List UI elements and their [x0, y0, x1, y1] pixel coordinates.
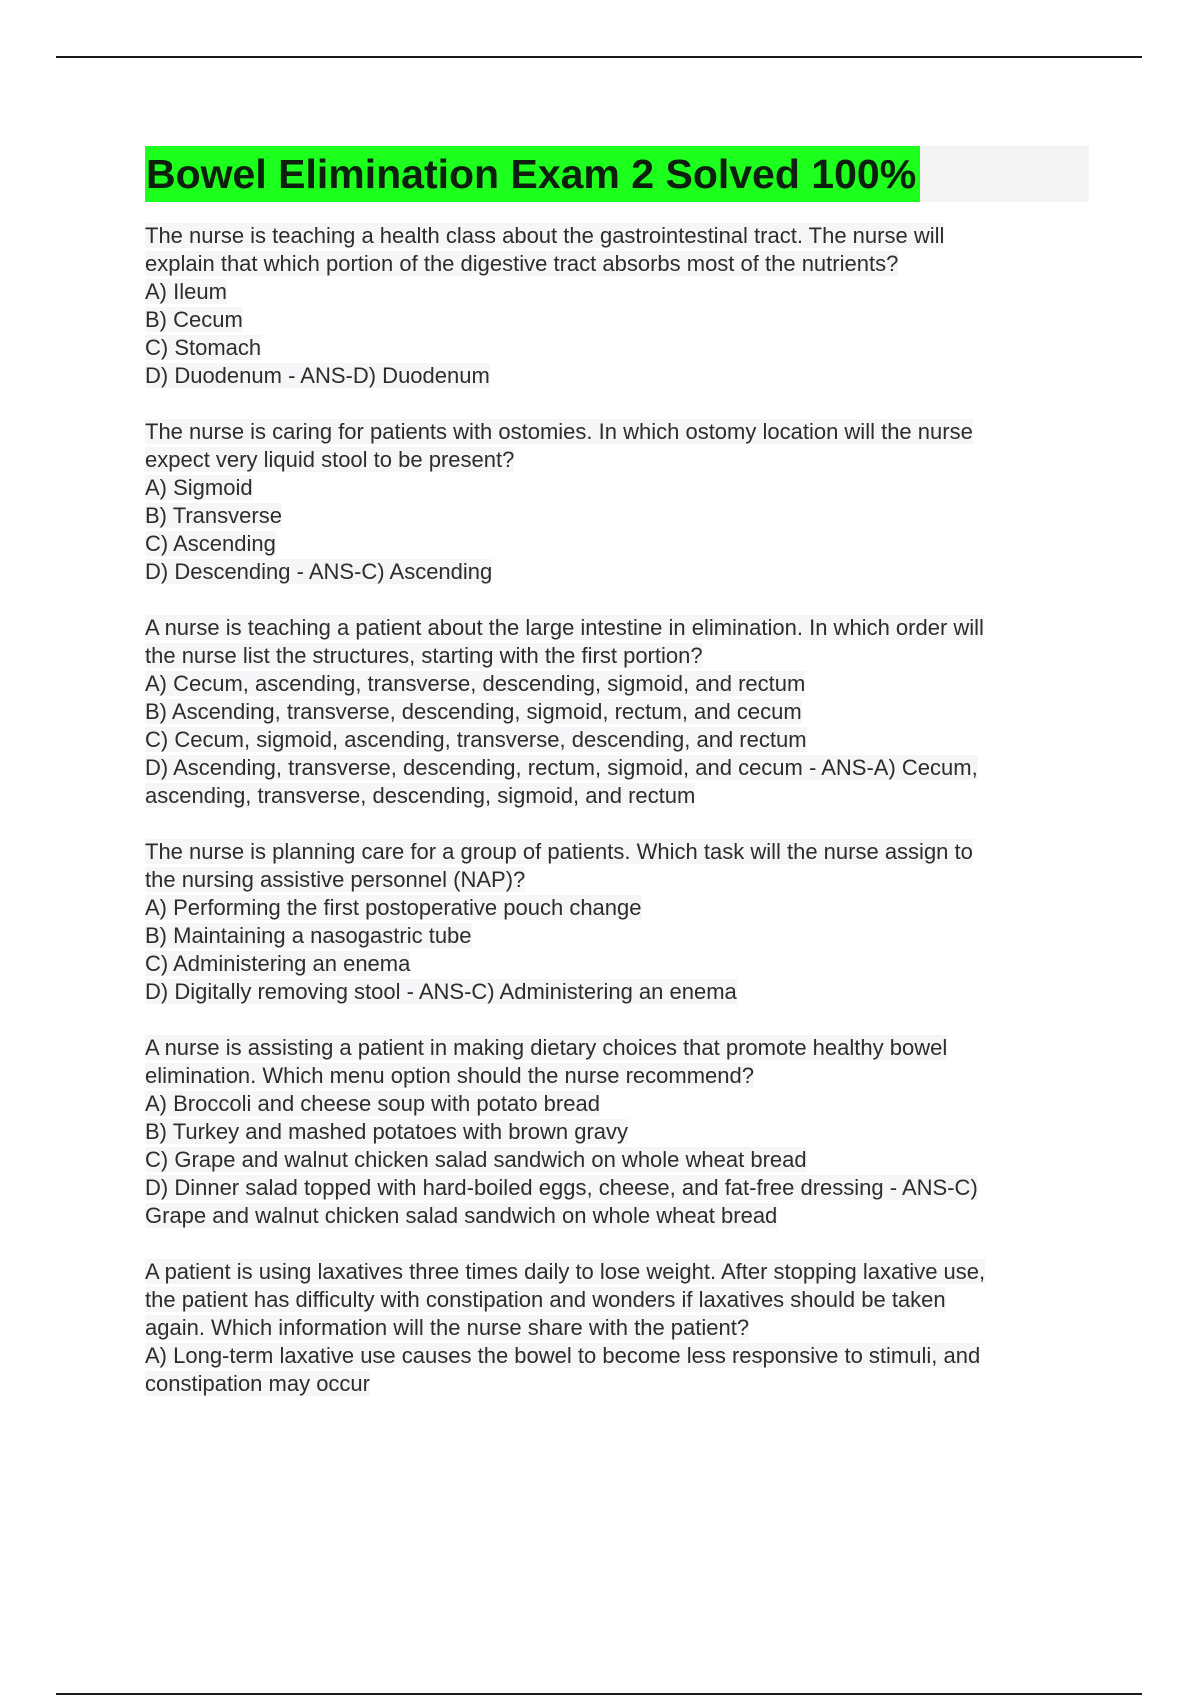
- question-line-text: constipation may occur: [145, 1371, 370, 1396]
- question-line-text: B) Turkey and mashed potatoes with brown gravy: [145, 1119, 629, 1144]
- question-line-text: elimination. Which menu option should the nurse recommend?: [145, 1063, 754, 1088]
- question-line: [145, 782, 1089, 810]
- question-line-text: Grape and walnut chicken salad sandwich on whole wheat bread: [145, 1203, 778, 1228]
- question-line-text: A) Ileum: [145, 279, 227, 304]
- question-list: [145, 222, 1089, 1398]
- question-line: [145, 222, 1089, 250]
- question-block: [145, 614, 1089, 810]
- question-line-text: The nurse is caring for patients with ostomies. In which ostomy location will the nurse: [145, 419, 973, 444]
- question-line: [145, 1202, 1089, 1230]
- document-body: [145, 146, 1089, 1426]
- question-line: [145, 1314, 1089, 1342]
- question-line: [145, 446, 1089, 474]
- question-line-text: D) Dinner salad topped with hard-boiled eggs, cheese, and fat-free dressing - ANS-C): [145, 1175, 978, 1200]
- question-line-text: ascending, transverse, descending, sigmoid, and rectum: [145, 783, 696, 808]
- question-block: [145, 1258, 1089, 1398]
- question-line: [145, 670, 1089, 698]
- question-line-text: A) Cecum, ascending, transverse, descending, sigmoid, and rectum: [145, 671, 806, 696]
- question-line: [145, 1258, 1089, 1286]
- question-line: [145, 1146, 1089, 1174]
- question-line: [145, 922, 1089, 950]
- question-line-text: the patient has difficulty with constipation and wonders if laxatives should be taken: [145, 1287, 946, 1312]
- question-line-text: B) Ascending, transverse, descending, sigmoid, rectum, and cecum: [145, 699, 802, 724]
- question-line: [145, 1118, 1089, 1146]
- question-line-text: expect very liquid stool to be present?: [145, 447, 515, 472]
- question-line-text: the nursing assistive personnel (NAP)?: [145, 867, 526, 892]
- question-line-text: D) Digitally removing stool - ANS-C) Administering an enema: [145, 979, 737, 1004]
- question-line: [145, 1090, 1089, 1118]
- top-rule: [56, 56, 1142, 58]
- question-line-text: C) Grape and walnut chicken salad sandwich on whole wheat bread: [145, 1147, 807, 1172]
- question-line-text: B) Transverse: [145, 503, 282, 528]
- question-line: [145, 1174, 1089, 1202]
- document-title: Bowel Elimination Exam 2 Solved 100%: [145, 146, 920, 202]
- question-line: [145, 418, 1089, 446]
- question-line: [145, 894, 1089, 922]
- question-line: [145, 1286, 1089, 1314]
- question-block: [145, 418, 1089, 586]
- question-line: [145, 334, 1089, 362]
- question-line: [145, 530, 1089, 558]
- question-line: [145, 614, 1089, 642]
- question-line: [145, 250, 1089, 278]
- question-line: [145, 642, 1089, 670]
- question-line: [145, 838, 1089, 866]
- question-block: [145, 222, 1089, 390]
- question-line: [145, 1342, 1089, 1370]
- question-line-text: C) Ascending: [145, 531, 276, 556]
- question-line: [145, 306, 1089, 334]
- question-line-text: C) Administering an enema: [145, 951, 411, 976]
- question-line: [145, 362, 1089, 390]
- question-line-text: A nurse is teaching a patient about the large intestine in elimination. In which order will: [145, 615, 984, 640]
- question-line: [145, 978, 1089, 1006]
- question-line-text: A nurse is assisting a patient in making dietary choices that promote healthy bowel: [145, 1035, 948, 1060]
- question-line: [145, 278, 1089, 306]
- question-line-text: C) Cecum, sigmoid, ascending, transverse, descending, and rectum: [145, 727, 807, 752]
- question-line: [145, 1062, 1089, 1090]
- question-line-text: A) Broccoli and cheese soup with potato bread: [145, 1091, 600, 1116]
- question-line-text: The nurse is planning care for a group of patients. Which task will the nurse assign to: [145, 839, 973, 864]
- question-line: [145, 1034, 1089, 1062]
- question-line-text: A patient is using laxatives three times daily to lose weight. After stopping laxative use,: [145, 1259, 986, 1284]
- question-line: [145, 726, 1089, 754]
- question-line-text: the nurse list the structures, starting with the first portion?: [145, 643, 703, 668]
- question-line-text: explain that which portion of the digestive tract absorbs most of the nutrients?: [145, 251, 899, 276]
- question-line-text: A) Long-term laxative use causes the bowel to become less responsive to stimuli, and: [145, 1343, 981, 1368]
- question-line: [145, 558, 1089, 586]
- question-line-text: A) Sigmoid: [145, 475, 253, 500]
- question-block: [145, 838, 1089, 1006]
- question-line: [145, 502, 1089, 530]
- title-bar: [145, 146, 1089, 202]
- question-line: [145, 754, 1089, 782]
- question-line-text: D) Descending - ANS-C) Ascending: [145, 559, 493, 584]
- bottom-rule: [56, 1693, 1142, 1695]
- question-line: [145, 698, 1089, 726]
- question-line-text: The nurse is teaching a health class about the gastrointestinal tract. The nurse will: [145, 223, 945, 248]
- question-line-text: D) Ascending, transverse, descending, rectum, sigmoid, and cecum - ANS-A) Cecum,: [145, 755, 978, 780]
- question-line-text: C) Stomach: [145, 335, 262, 360]
- question-line-text: again. Which information will the nurse share with the patient?: [145, 1315, 750, 1340]
- question-line-text: B) Cecum: [145, 307, 243, 332]
- question-line-text: D) Duodenum - ANS-D) Duodenum: [145, 363, 490, 388]
- question-line-text: A) Performing the first postoperative pouch change: [145, 895, 642, 920]
- question-line: [145, 474, 1089, 502]
- question-line: [145, 866, 1089, 894]
- question-line: [145, 950, 1089, 978]
- question-block: [145, 1034, 1089, 1230]
- question-line-text: B) Maintaining a nasogastric tube: [145, 923, 472, 948]
- question-line: [145, 1370, 1089, 1398]
